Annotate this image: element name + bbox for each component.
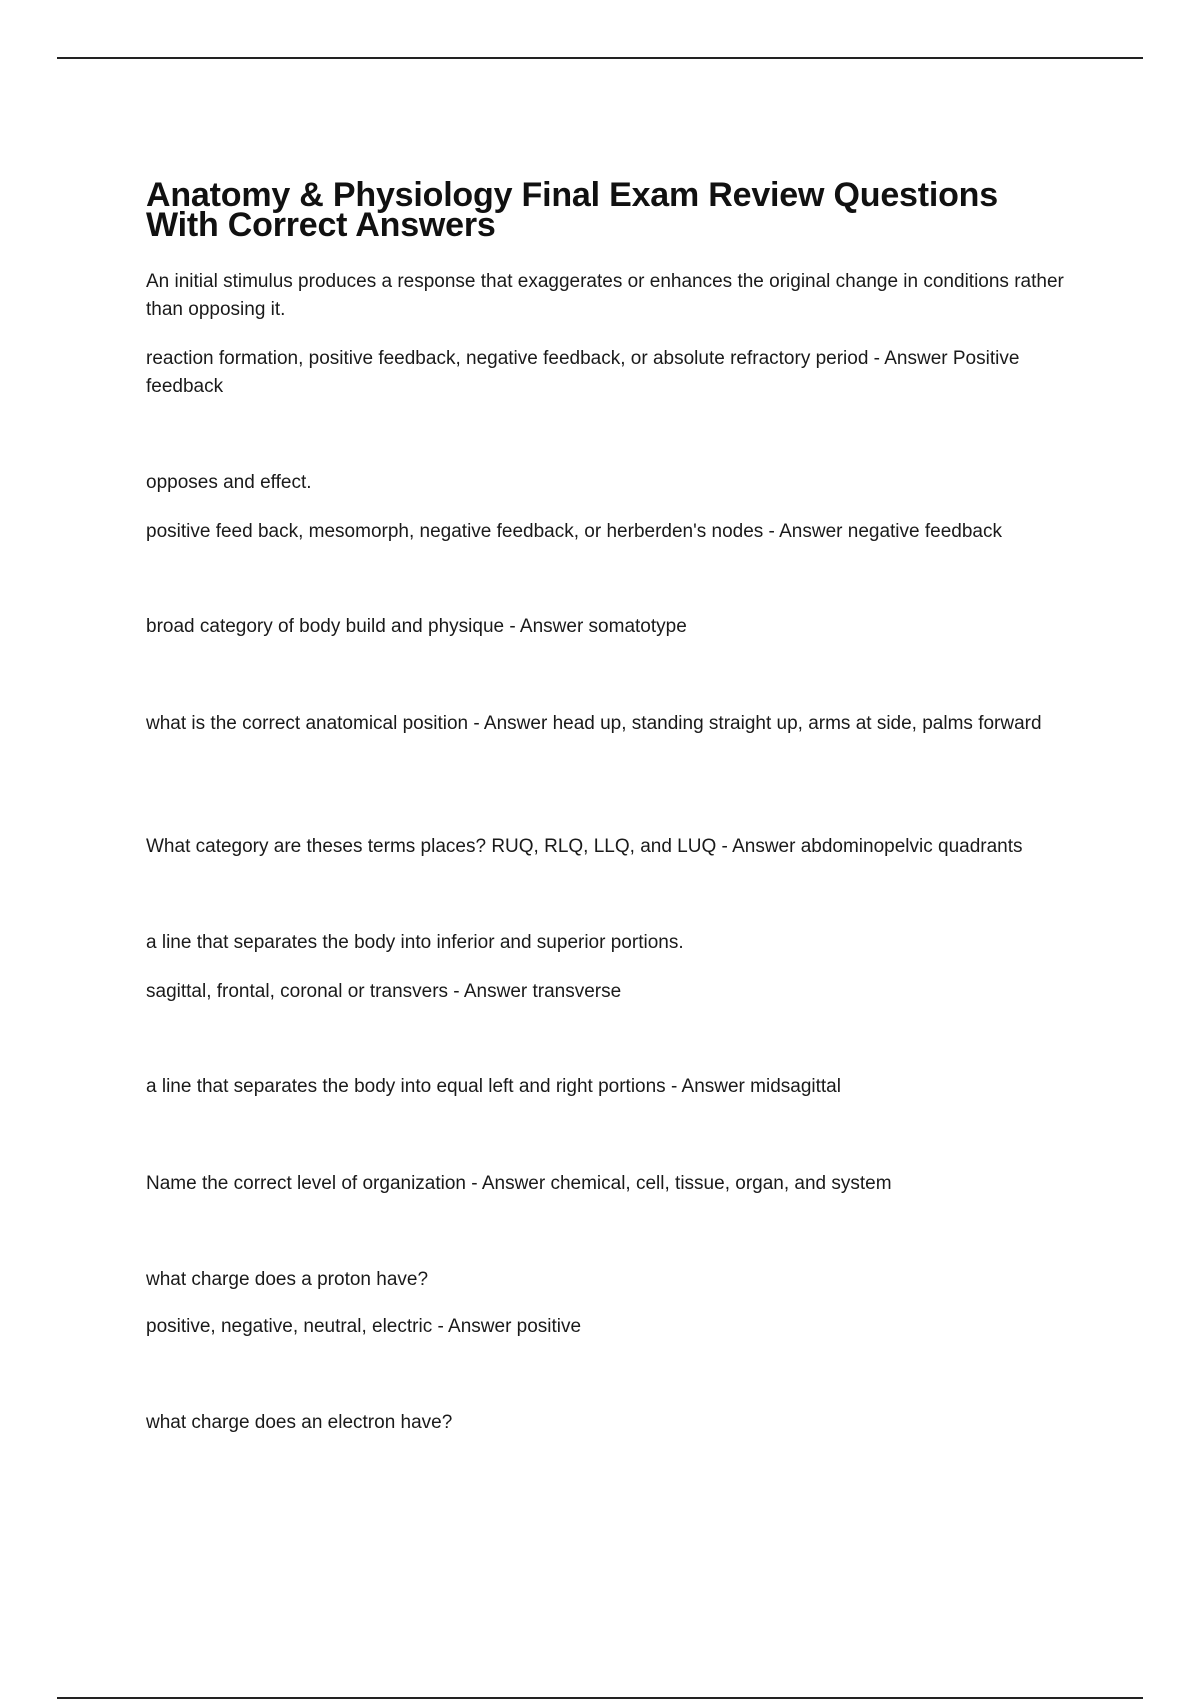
document-title [146, 176, 1106, 244]
qa-paragraph: Name the correct level of organization - Answer chemical, cell, tissue, organ, and system [146, 1173, 892, 1194]
qa-paragraph: what is the correct anatomical position - Answer head up, standing straight up, arms at side, palms forward [146, 713, 1042, 734]
question-paragraph: An initial stimulus produces a response that exaggerates or enhances the original change in conditions rather than opposing it. [146, 271, 1064, 320]
footer-rule [57, 1697, 1143, 1699]
title-line-1: Anatomy & Physiology Final Exam Review Questions [146, 176, 998, 214]
question-paragraph: what charge does a proton have? [146, 1269, 429, 1290]
qa-paragraph: a line that separates the body into equal left and right portions - Answer midsagittal [146, 1076, 841, 1097]
question-paragraph: a line that separates the body into inferior and superior portions. [146, 932, 684, 953]
title-line-2: With Correct Answers [146, 206, 496, 244]
header-rule [57, 57, 1143, 59]
answer-paragraph: positive, negative, neutral, electric - Answer positive [146, 1316, 582, 1337]
qa-paragraph: What category are theses terms places? RUQ, RLQ, LLQ, and LUQ - Answer abdominopelvic quadrants [146, 836, 1023, 857]
answer-paragraph: sagittal, frontal, coronal or transvers - Answer transverse [146, 981, 622, 1002]
question-paragraph: what charge does an electron have? [146, 1412, 453, 1433]
answer-paragraph: positive feed back, mesomorph, negative feedback, or herberden's nodes - Answer negative feedback [146, 521, 1002, 542]
answer-paragraph: reaction formation, positive feedback, negative feedback, or absolute refractory period - Answer Positive feedback [146, 348, 1020, 397]
qa-paragraph: broad category of body build and physique - Answer somatotype [146, 616, 687, 637]
question-paragraph: opposes and effect. [146, 472, 312, 493]
